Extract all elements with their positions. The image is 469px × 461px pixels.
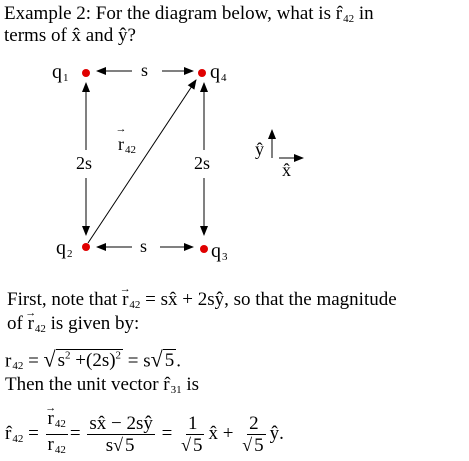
label-q4: $q_4$	[210, 61, 227, 84]
body-line-2: of → $r_{42}$ is given by:	[7, 313, 139, 340]
question-text-end: in	[354, 3, 374, 24]
label-2s-left: 2s	[76, 153, 93, 173]
fraction-components: $\frac{sx̂ - 2sŷ}{s√ 5}$	[89, 412, 153, 456]
body-line-3: Then the unit vector $r̂_{31}$ is	[5, 374, 200, 396]
magnitude-equation: $r_{42}$ = √ $s^2 +(2s)^2 = s√$ 5 .	[5, 346, 181, 373]
question-xhat: x̂	[71, 25, 82, 46]
label-r42: → $r_{42}$	[118, 134, 136, 156]
label-s-bottom: s	[140, 236, 148, 256]
fraction-one-over-root5: $\frac{1}{√ 5}$	[181, 412, 203, 456]
fraction-vector-over-magnitude: → $\frac{r_{42}}{r_{42}}$	[46, 409, 68, 460]
question-yhat: ŷ	[117, 25, 128, 46]
axis-x-label: x̂	[282, 160, 291, 180]
label-s-top: s	[141, 60, 149, 80]
question-text: Example 2: For the diagram below, what is r̂	[4, 3, 343, 24]
question-and: and	[81, 25, 118, 46]
unit-vector-equation: $r̂_{42}$ = → $\frac{r_{42}}{r_{42}}$ = $\frac{sx̂ - 2sŷ}{s√ 5}$ = $\frac{1}{√ 5}$ x̂ + $\frac{2}{√ 5}$ ŷ.	[5, 409, 284, 460]
question-subscript: 42	[343, 13, 355, 25]
charge-q3-dot	[200, 245, 208, 253]
axis-y-label: ŷ	[255, 139, 264, 159]
question-mark: ?	[127, 25, 136, 46]
label-2s-right: 2s	[194, 153, 211, 173]
r42-vector-arrow	[88, 80, 196, 243]
charge-q2-dot	[82, 243, 90, 251]
charge-q4-dot	[198, 69, 206, 77]
label-q2: $q_2$	[56, 237, 73, 260]
charge-q1-dot	[82, 69, 90, 77]
label-q1: $q_1$	[52, 61, 69, 84]
fraction-two-over-root5: $\frac{2}{√ 5}$	[242, 412, 264, 456]
body-line-1: First, note that → $r_{42}$ = sx̂ + 2sŷ, so that the magnitude	[7, 289, 397, 316]
question-terms: terms of	[4, 25, 72, 46]
label-q3: $q_3$	[211, 240, 228, 263]
